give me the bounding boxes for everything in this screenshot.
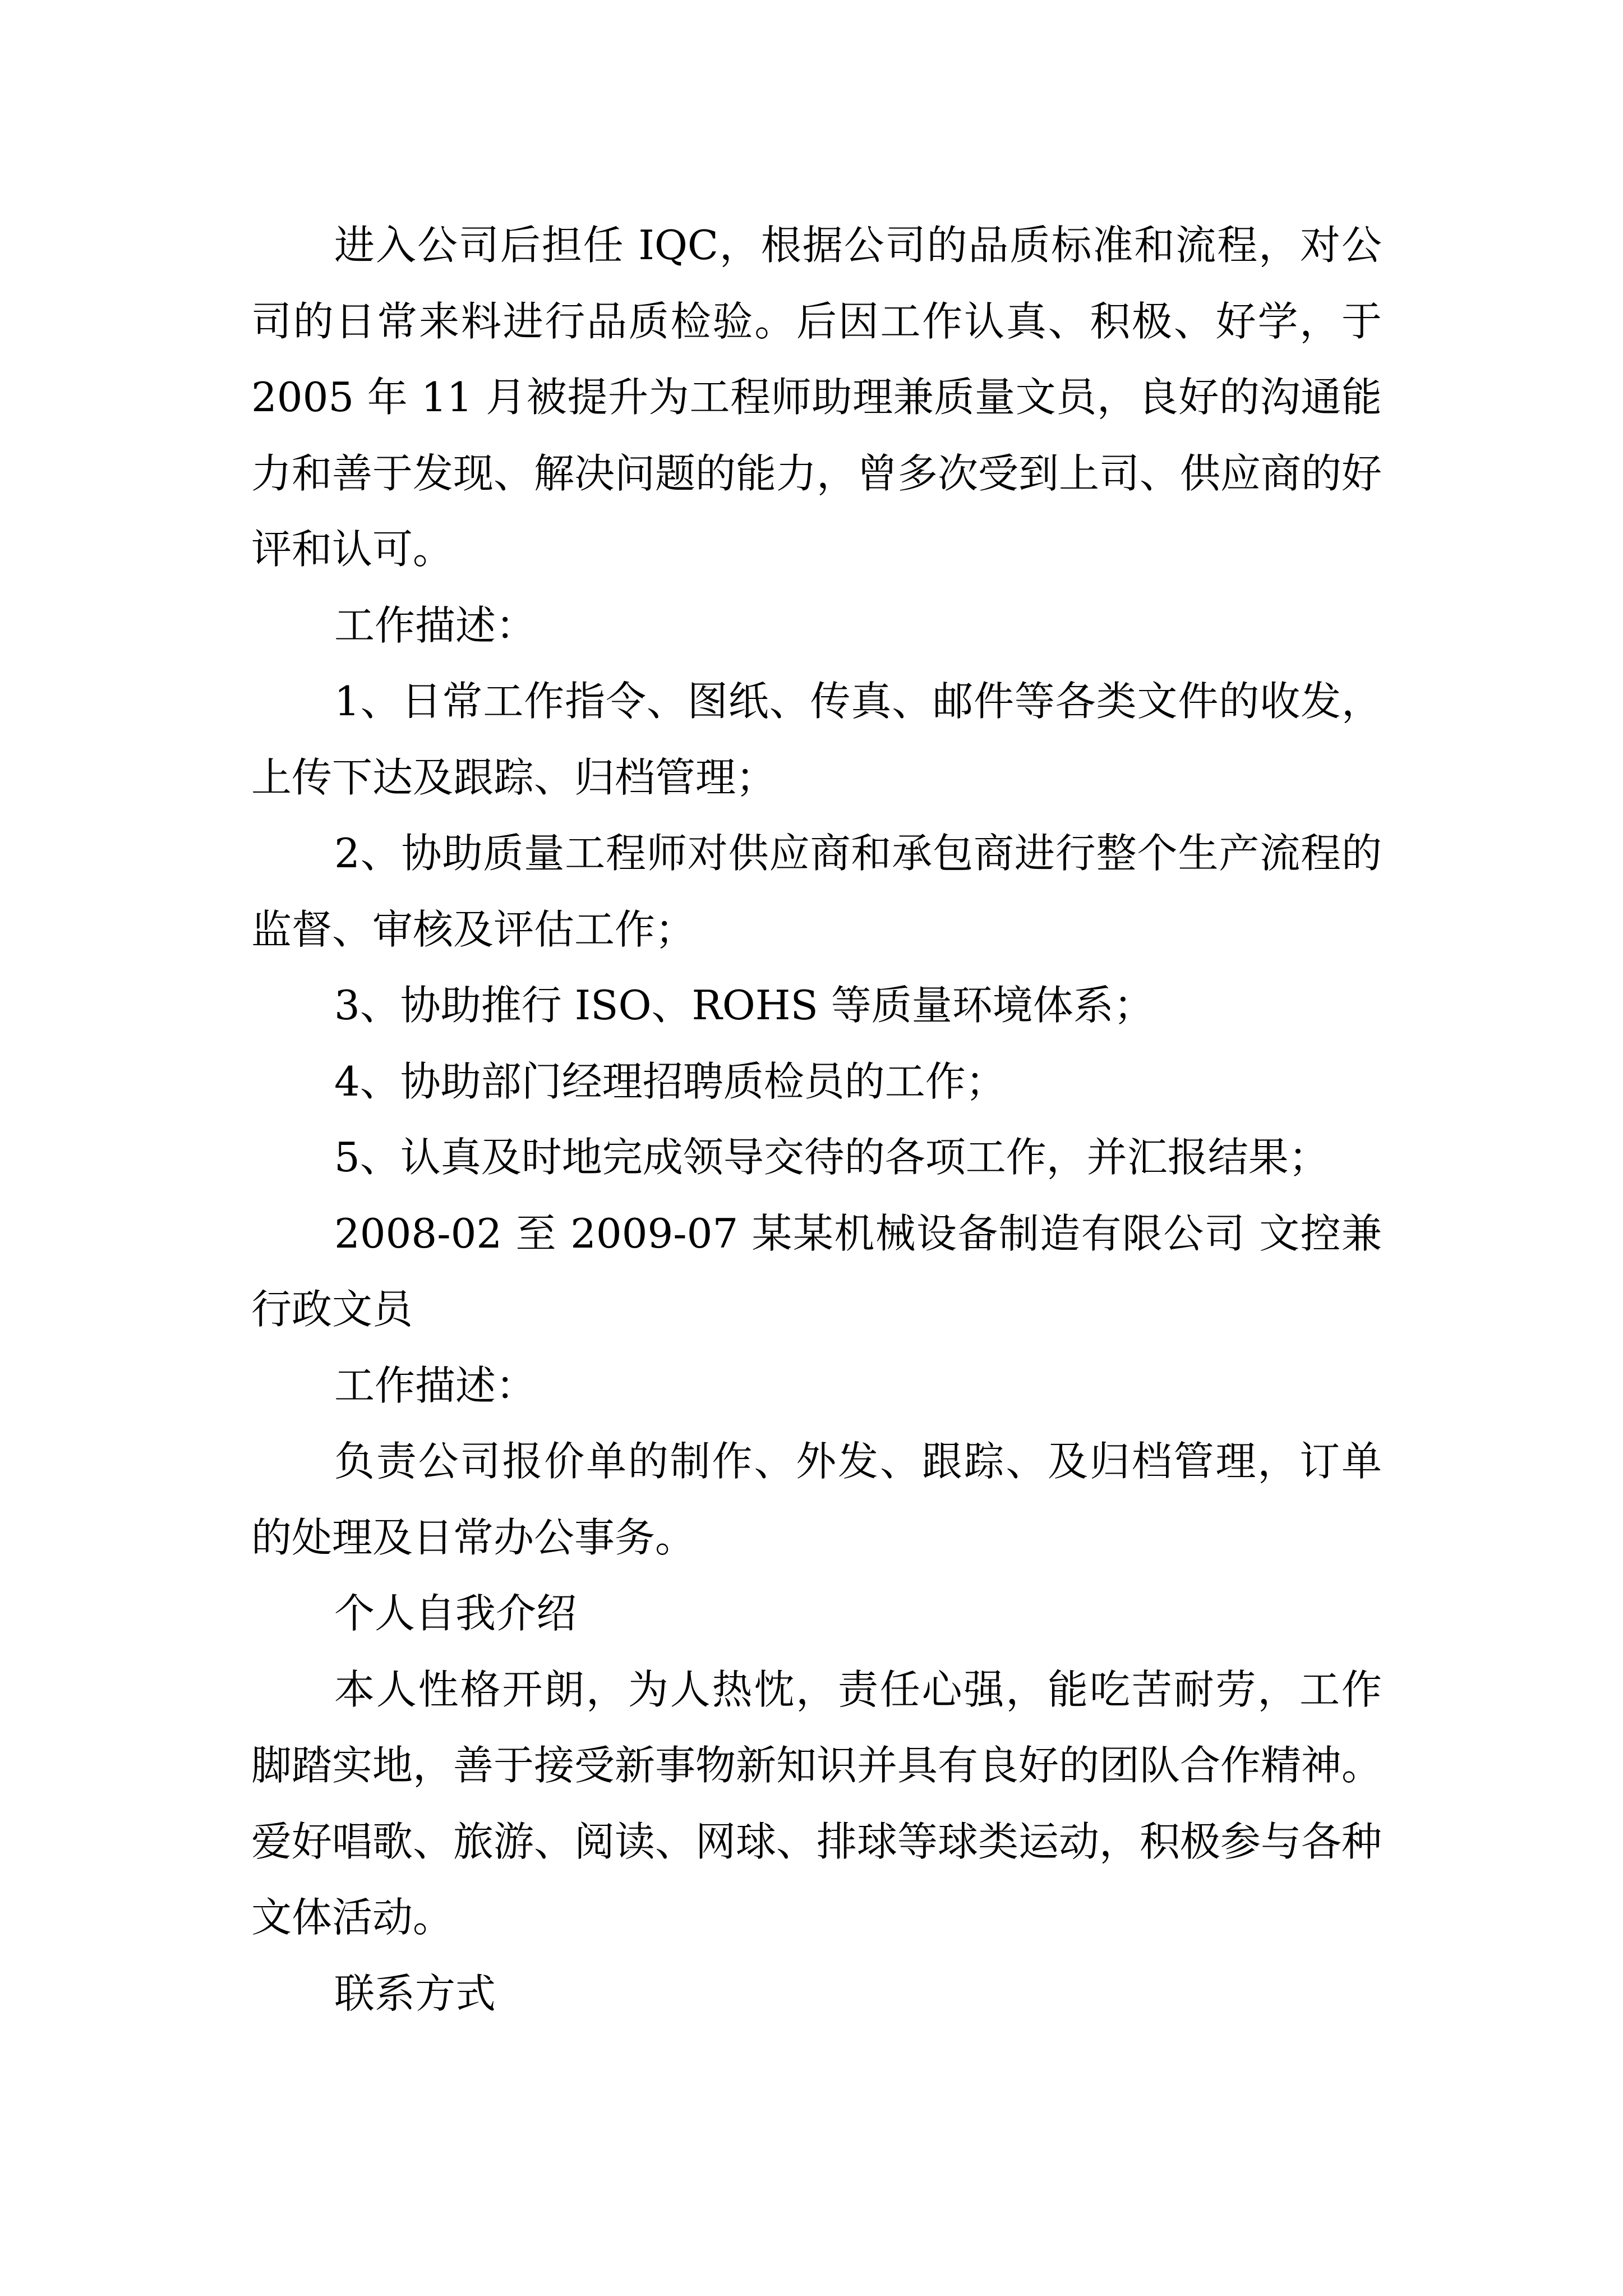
paragraph-job-description-heading-2: 工作描述：	[334, 1361, 537, 1409]
paragraph-duty-3: 3、协助推行 ISO、ROHS 等质量环境体系；	[334, 982, 1154, 1029]
paragraph-duty-1: 1、日常工作指令、图纸、传真、邮件等各类文件的收发，上传下达及跟踪、归档管理；	[251, 678, 1382, 801]
paragraph-work-experience: 进入公司后担任 IQC，根据公司的品质标准和流程，对公司的日常来料进行品质检验。后因工作认真、积极、好学，于 2005 年 11 月被提升为工程师助理兼质量文员，良好的沟通能力和善于发现、解决问题的能力，曾多次受到上司、供应商的好评和认可。	[251, 222, 1395, 573]
paragraph-contact-heading: 联系方式	[334, 1970, 496, 2017]
paragraph-job-description-heading: 工作描述：	[334, 601, 537, 649]
paragraph-self-intro: 本人性格开朗，为人热忱，责任心强，能吃苦耐劳，工作脚踏实地，善于接受新事物新知识并具有良好的团队合作精神。爱好唱歌、旅游、阅读、网球、排球等球类运动，积极参与各种文体活动。	[251, 1665, 1382, 1941]
paragraph-duty-2: 2、协助质量工程师对供应商和承包商进行整个生产流程的监督、审核及评估工作；	[251, 830, 1382, 953]
paragraph-self-intro-heading: 个人自我介绍	[334, 1590, 577, 1637]
paragraph-duty-4: 4、协助部门经理招聘质检员的工作；	[334, 1057, 1006, 1105]
paragraph-job-entry: 2008-02 至 2009-07 某某机械设备制造有限公司 文控兼行政文员	[251, 1209, 1382, 1333]
paragraph-duty-5: 5、认真及时地完成领导交待的各项工作，并汇报结果；	[334, 1134, 1329, 1181]
document-body	[251, 208, 1395, 2032]
paragraph-job-duties: 负责公司报价单的制作、外发、跟踪、及归档管理，订单的处理及日常办公事务。	[251, 1438, 1382, 1561]
